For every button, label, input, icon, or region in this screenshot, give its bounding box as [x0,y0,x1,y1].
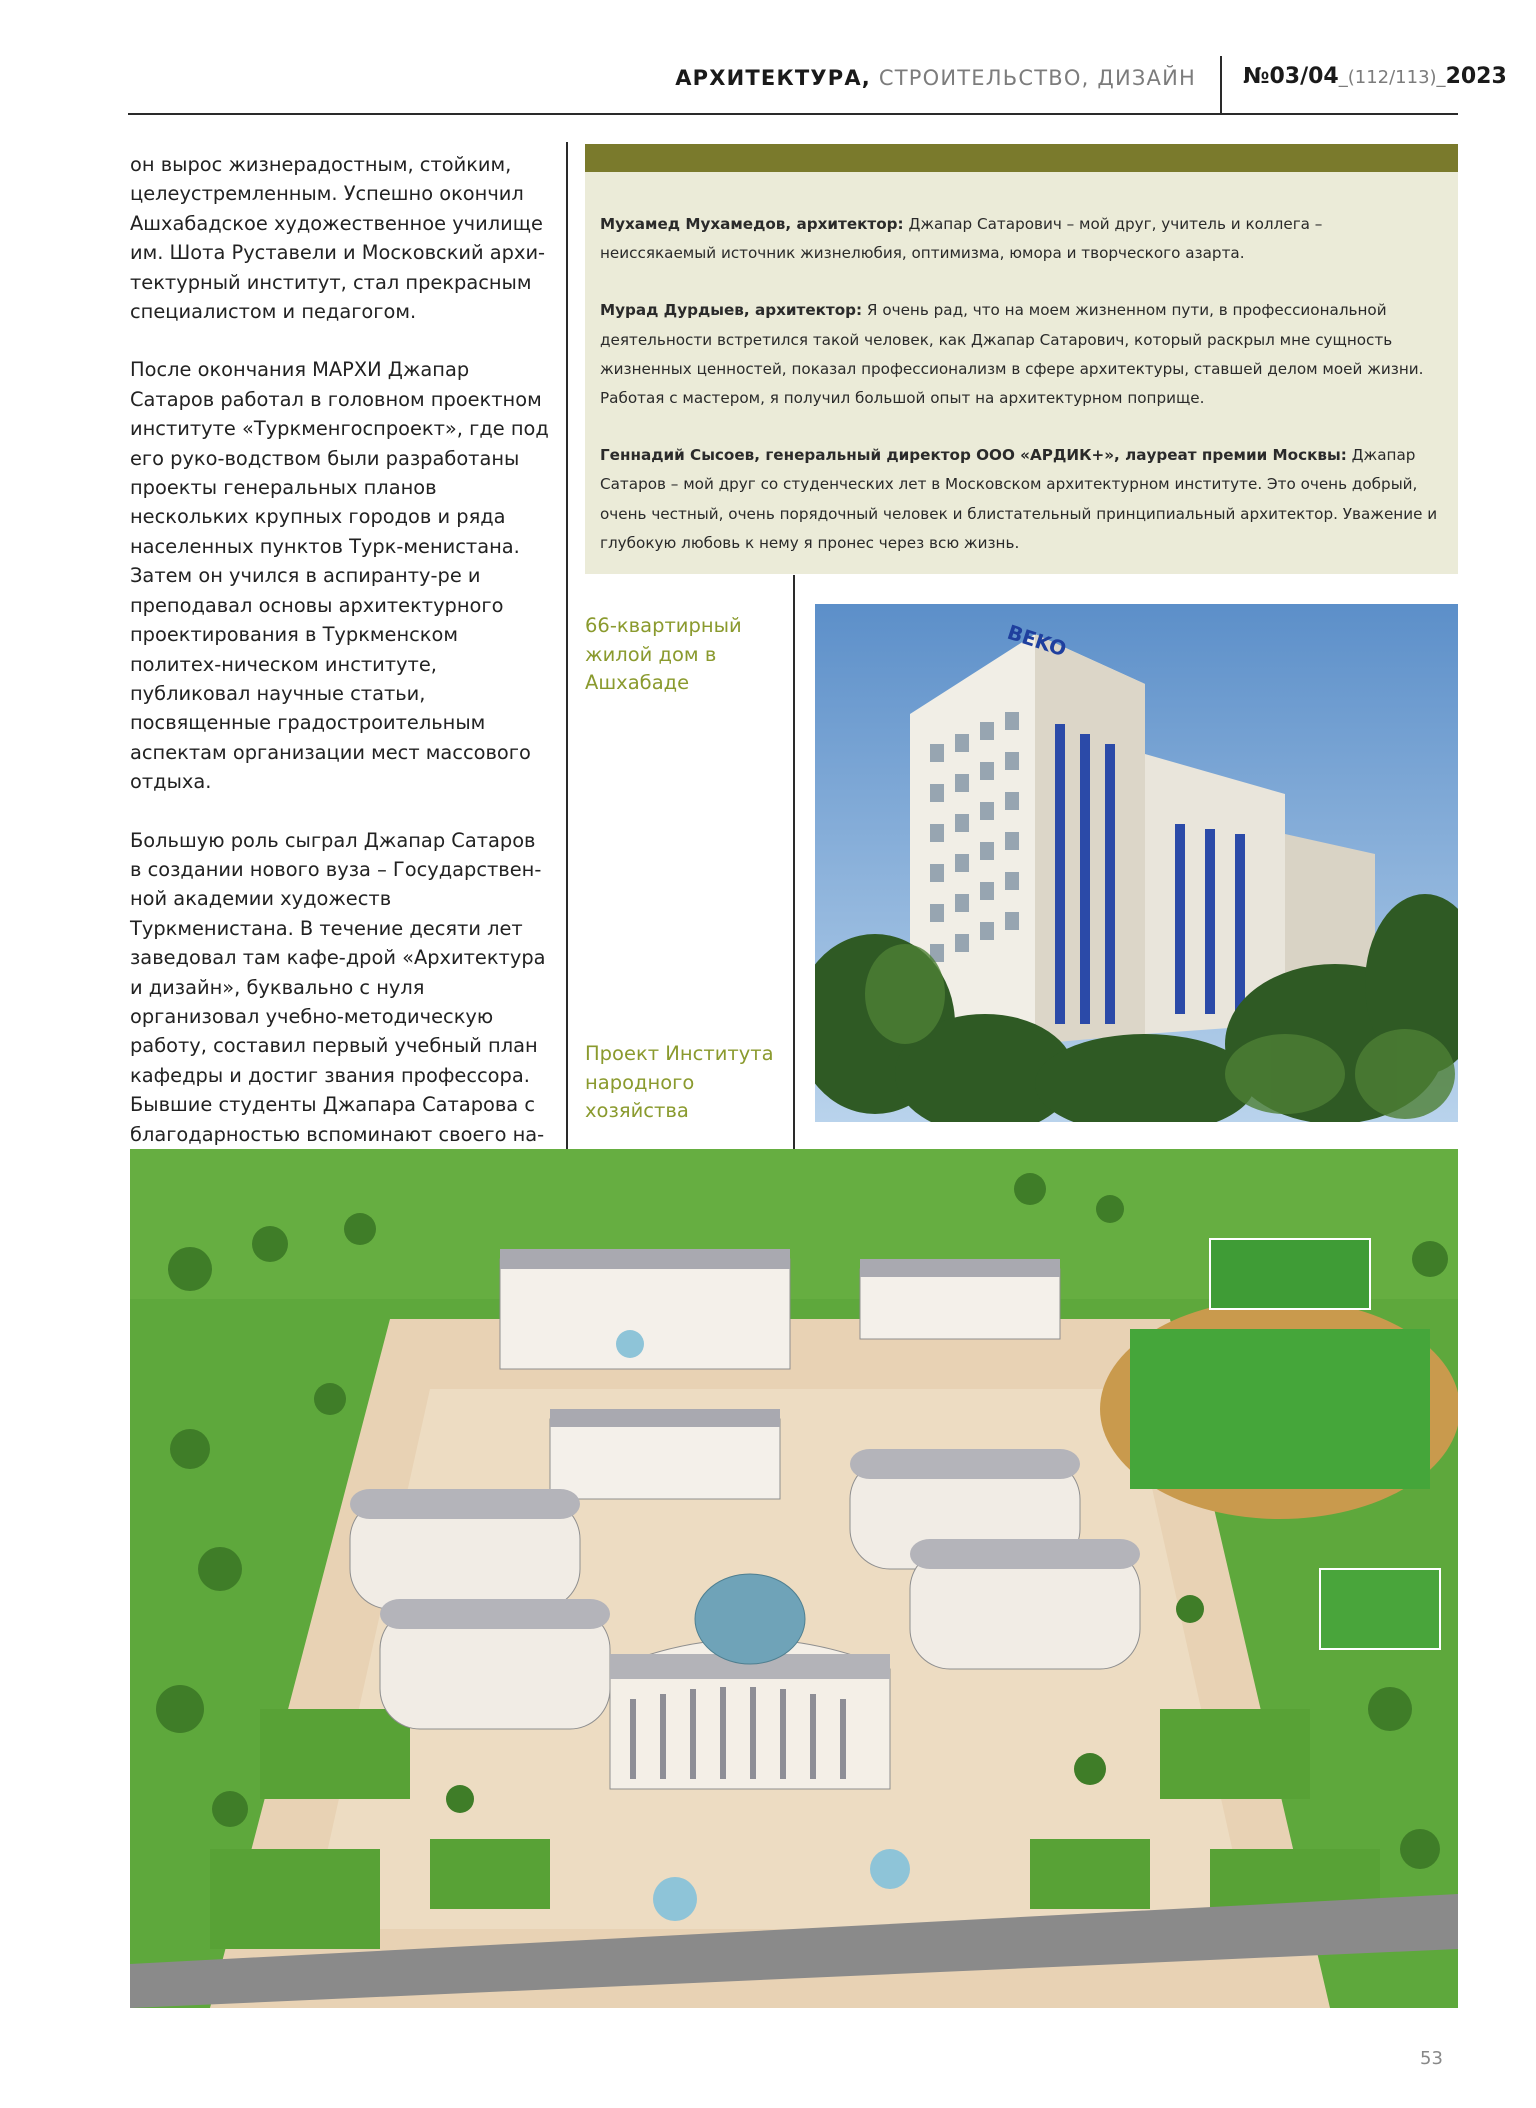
article-paragraph: После окончания МАРХИ Джапар Сатаров работал в головном проектном институте «Туркменгоспроект», где под его руко-водством были разработаны проекты генеральных планов нескольких крупных городов и ряда населенных пунктов Турк-менистана. Затем он учился в аспиранту-ре и преподавал основы архитектурного проектирования в Туркменском политех-ническом институте, публиковал научные статьи, посвященные градостроительным аспектам организации мест массового отдыха. [130,358,549,794]
page-number: 53 [1420,2048,1443,2069]
article-body [130,150,552,1266]
quote-author: Мухамед Мухамедов, архитектор: [600,215,904,233]
quote-author: Мурад Дурдыев, архитектор: [600,301,863,320]
quote-item [600,441,1438,558]
issue-number [1243,64,1507,89]
building-sign: BEKO [1004,619,1070,662]
issue-number-main: №03/04 [1243,64,1339,89]
quote-text: Джапар Сатаров – мой друг со студенческих лет в Московском архитектурном институте. Это очень добрый, очень честный, очень порядочный человек и блистательный принципиальный архитектор. Уважение и глубокую любовь к нему я пронес через всю жизнь. [600,446,1438,552]
article-paragraph: он вырос жизнерадостным, стойким, целеустремленным. Успешно окончил Ашхабадское художественное училище им. Шота Руставели и Московский архи-тектурный институт, стал прекрасным специалистом и педагогом. [130,153,546,324]
quote-text: Я очень рад, что на моем жизненном пути, в профессиональной деятельности встретился такой человек, как Джапар Сатарович, который раскрыл мне сущность жизненных ценностей, показал профессионализм в сфере архитектуры, ставшей делом моей жизни. Работая с мастером, я получил большой опыт на архитектурном поприще. [600,301,1424,408]
section-title-strong: АРХИТЕКТУРА, [675,66,871,90]
building-photo [815,604,1458,1122]
building-photo-image [815,604,1458,1122]
caption-building: 66-квартирный жилой дом в Ашхабаде [585,614,742,694]
caption-divider [793,575,795,1150]
quote-item [600,210,1438,268]
issue-number-paren: _(112/113)_ [1338,67,1446,88]
issue-year: 2023 [1445,64,1507,89]
quote-text: Джапар Сатарович – мой друг, учитель и коллега – неиссякаемый источник жизнелюбия, оптимизма, юмора и творческого азарта. [600,215,1323,263]
header-divider [1220,56,1222,114]
institute-aerial-render [130,1149,1458,2008]
quote-item [600,296,1438,413]
header-rule [128,113,1458,115]
article-paragraph: Большую роль сыграл Джапар Сатаров в создании нового вуза – Государствен-ной академии художеств Туркменистана. В течение десяти лет заведовал там кафе-дрой «Архитектура и дизайн», буквально с нуля организовал учебно-методическую работу, составил первый учебный план кафедры и достиг звания профессора. Бывшие студенты Джапара Сатарова с благодарностью вспоминают своего на- [130,828,546,1146]
quote-author: Геннадий Сысоев, генеральный директор ООО «АРДИК+», лауреат премии Москвы: [600,446,1347,465]
caption-institute: Проект Института народного хозяйства [585,1042,774,1122]
institute-aerial-image [130,1149,1458,2008]
column-divider [566,142,568,1150]
section-title [675,66,1196,90]
quote-box-header-bar [585,144,1458,172]
section-title-light: СТРОИТЕЛЬСТВО, ДИЗАЙН [878,66,1196,90]
page-header [0,0,1536,116]
quote-box [585,172,1458,574]
